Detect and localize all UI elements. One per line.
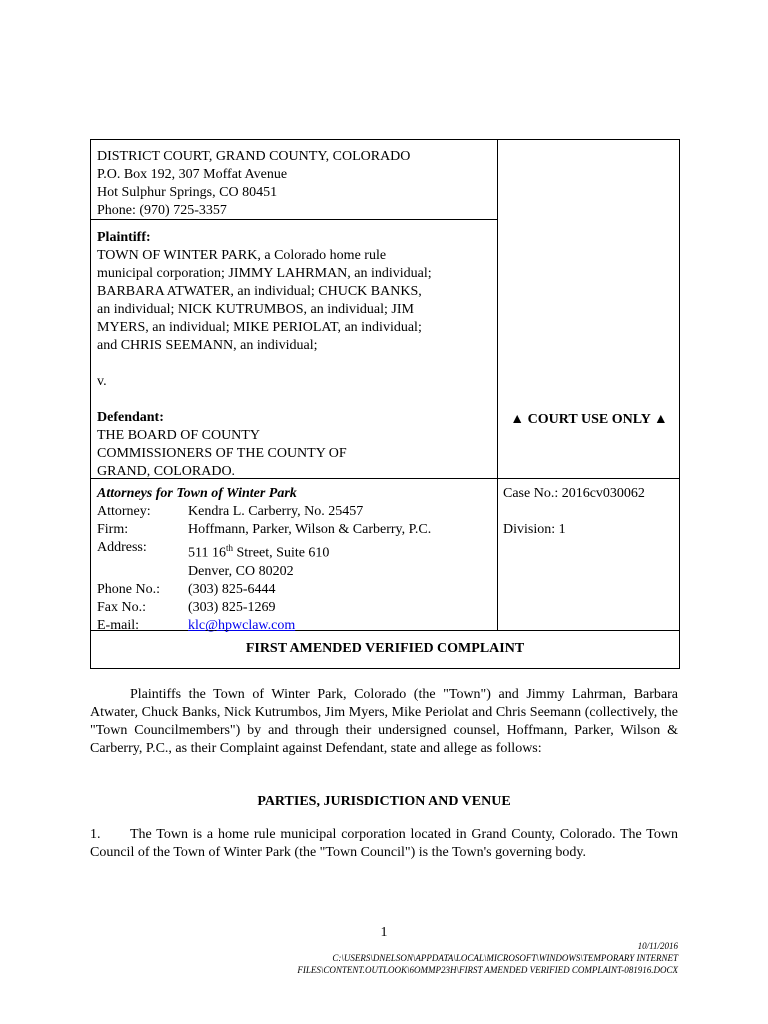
- attorneys-header: Attorneys for Town of Winter Park: [97, 486, 297, 501]
- court-use-only: ▲ COURT USE ONLY ▲: [510, 412, 668, 427]
- address-row: [97, 539, 492, 563]
- case-number: Case No.: 2016cv030062: [503, 486, 645, 501]
- court-address-1: P.O. Box 192, 307 Moffat Avenue: [97, 167, 288, 182]
- plaintiff-line: TOWN OF WINTER PARK, a Colorado home rule: [97, 248, 387, 263]
- division: Division: 1: [503, 522, 566, 537]
- footer-path-1: C:\USERS\DNELSON\APPDATA\LOCAL\MICROSOFT\WINDOWS\TEMPORARY INTERNET: [332, 953, 678, 963]
- document-title: FIRST AMENDED VERIFIED COMPLAINT: [245, 641, 525, 656]
- parties-block: [97, 229, 492, 481]
- defendant-label: Defendant:: [97, 410, 164, 425]
- court-info: [97, 148, 410, 220]
- case-info: [503, 485, 645, 539]
- phone-row: [97, 581, 492, 599]
- caption-table: [90, 139, 680, 669]
- paragraph-text: The Town is a home rule municipal corporation located in Grand County, Colorado. The Town Council of the Town of Winter Park (the "Town Council") is the Town's governing body.: [90, 827, 678, 860]
- defendant-line: COMMISSIONERS OF THE COUNTY OF: [97, 446, 347, 461]
- court-phone: Phone: (970) 725-3357: [97, 203, 227, 218]
- firm-value: Hoffmann, Parker, Wilson & Carberry, P.C.: [188, 522, 432, 537]
- email-link[interactable]: klc@hpwclaw.com: [188, 617, 296, 633]
- plaintiff-line: an individual; NICK KUTRUMBOS, an individual; JIM: [97, 302, 414, 317]
- plaintiff-line: BARBARA ATWATER, an individual; CHUCK BANKS,: [97, 284, 422, 299]
- section-heading: PARTIES, JURISDICTION AND VENUE: [257, 794, 511, 809]
- email-row: [97, 617, 492, 635]
- defendant-line: GRAND, COLORADO.: [97, 464, 236, 479]
- court-name: DISTRICT COURT, GRAND COUNTY, COLORADO: [97, 149, 411, 164]
- plaintiff-line: municipal corporation; JIMMY LAHRMAN, an individual;: [97, 266, 432, 281]
- fax-label: Fax No.:: [97, 599, 146, 615]
- plaintiff-label: Plaintiff:: [97, 230, 151, 245]
- email-label: E-mail:: [97, 617, 139, 633]
- paragraph-number: 1.: [90, 827, 101, 842]
- defendant-line: THE BOARD OF COUNTY: [97, 428, 260, 443]
- attorney-value: Kendra L. Carberry, No. 25457: [188, 504, 364, 519]
- firm-label: Firm:: [97, 522, 129, 537]
- plaintiff-line: and CHRIS SEEMANN, an individual;: [97, 338, 318, 353]
- plaintiff-line: MYERS, an individual; MIKE PERIOLAT, an individual;: [97, 320, 422, 335]
- versus: v.: [97, 374, 107, 389]
- footer-date: 10/11/2016: [637, 941, 678, 951]
- phone-label: Phone No.:: [97, 581, 160, 597]
- attorney-block: [97, 485, 492, 635]
- address-line-2: Denver, CO 80202: [188, 563, 294, 579]
- paragraph-1: [90, 826, 678, 862]
- attorney-row: [97, 503, 492, 521]
- firm-row: [97, 521, 492, 539]
- phone-value: (303) 825-6444: [188, 581, 276, 597]
- page-number: 1: [380, 925, 388, 940]
- document-footer: [178, 940, 678, 976]
- fax-row: [97, 599, 492, 617]
- fax-value: (303) 825-1269: [188, 599, 276, 615]
- intro-paragraph: Plaintiffs the Town of Winter Park, Colorado (the "Town") and Jimmy Lahrman, Barbara Atwater, Chuck Banks, Nick Kutrumbos, Jim Myers, Mike Periolat and Chris Seemann (collectively, the "Town Councilmembers") by and through their undersigned counsel, Hoffmann, Parker, Wilson & Carberry, P.C., as their Complaint against Defendant, state and allege as follows:: [90, 687, 678, 756]
- court-address-2: Hot Sulphur Springs, CO 80451: [97, 185, 278, 200]
- address-row-2: [97, 563, 492, 581]
- caption-column-divider: [497, 140, 498, 630]
- footer-path-2: FILES\CONTENT.OUTLOOK\6OMMP23H\FIRST AMENDED VERIFIED COMPLAINT-081916.DOCX: [297, 965, 678, 975]
- address-label: Address:: [97, 540, 147, 555]
- attorney-label: Attorney:: [97, 504, 151, 519]
- address-value: 511 16th Street, Suite 610: [188, 543, 330, 561]
